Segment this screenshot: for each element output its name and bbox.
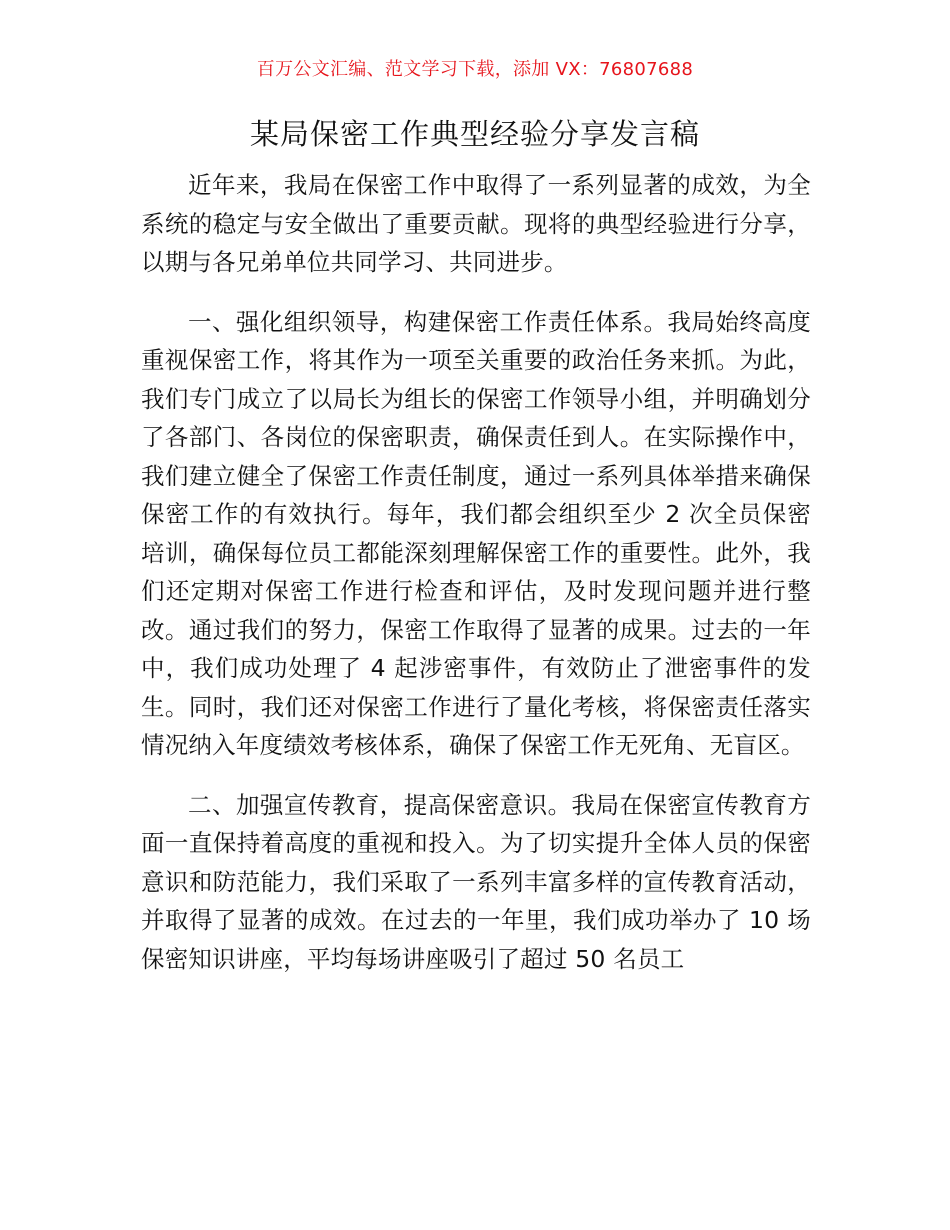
- document-body: [141, 166, 811, 999]
- document-title: 某局保密工作典型经验分享发言稿: [249, 117, 700, 151]
- header-promo-note: 百万公文汇编、范文学习下载，添加 VX：76807688: [256, 59, 694, 80]
- paragraph-section-2: 二、加强宣传教育，提高保密意识。我局在保密宣传教育方面一直保持着高度的重视和投入。为了切实提升全体人员的保密意识和防范能力，我们采取了一系列丰富多样的宣传教育活动，并取得了显著的成效。在过去的一年里，我们成功举办了 10 场保密知识讲座，平均每场讲座吸引了超过 50 名员工: [141, 790, 811, 973]
- paragraph-intro: 近年来，我局在保密工作中取得了一系列显著的成效，为全系统的稳定与安全做出了重要贡献。现将的典型经验进行分享，以期与各兄弟单位共同学习、共同进步。: [141, 171, 811, 276]
- paragraph-section-1: 一、强化组织领导，构建保密工作责任体系。我局始终高度重视保密工作，将其作为一项至关重要的政治任务来抓。为此，我们专门成立了以局长为组长的保密工作领导小组，并明确划分了各部门、各岗位的保密职责，确保责任到人。在实际操作中，我们建立健全了保密工作责任制度，通过一系列具体举措来确保保密工作的有效执行。每年，我们都会组织至少 2 次全员保密培训，确保每位员工都能深刻理解保密工作的重要性。此外，我们还定期对保密工作进行检查和评估，及时发现问题并进行整改。通过我们的努力，保密工作取得了显著的成果。过去的一年中，我们成功处理了 4 起涉密事件，有效防止了泄密事件的发生。同时，我们还对保密工作进行了量化考核，将保密责任落实情况纳入年度绩效考核体系，确保了保密工作无死角、无盲区。: [141, 307, 811, 759]
